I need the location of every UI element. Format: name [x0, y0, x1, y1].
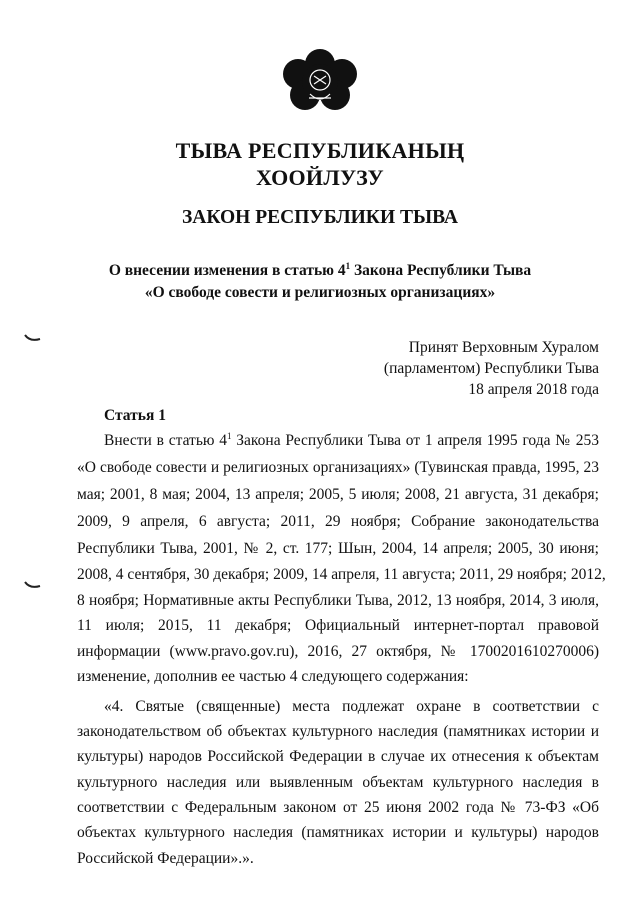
- subject-line-1: О внесении изменения в статью $4^1$ Закона Республики Тыва: [108, 260, 532, 279]
- adoption-line-1: Принят Верховным Хуралом: [408, 339, 599, 356]
- title-tuvan-line-2: ХООЙЛУЗУ: [256, 165, 384, 190]
- article-paragraph-line: 11 июля; 2015, 11 декабря; Официальный интернет-портал правовой: [77, 617, 599, 634]
- article-paragraph-line: 2009, 9 апреля, 6 августа; 2011, 29 ноября; Собрание законодательства: [77, 513, 599, 530]
- title-russian: ЗАКОН РЕСПУБЛИКИ ТЫВА: [181, 207, 459, 228]
- article-paragraph-line: соответствии с Федеральным законом от 25 июня 2002 года № 73-ФЗ «Об: [77, 799, 599, 816]
- article-paragraph-line: Российской Федерации».».: [77, 850, 254, 867]
- article-paragraph-line: «4. Святые (священные) места подлежат охране в соответствии с: [104, 698, 599, 715]
- adoption-date: 18 апреля 2018 года: [468, 381, 599, 398]
- article-paragraph-line: культурного наследия или выявленным объектам культурного наследия в: [77, 774, 599, 791]
- adoption-line-2: (парламентом) Республики Тыва: [383, 360, 599, 377]
- title-tuvan-line-1: ТЫВА РЕСПУБЛИКАНЫҢ: [175, 138, 465, 163]
- article-paragraph-line: мая; 2001, 8 мая; 2004, 13 апреля; 2005, 5 июля; 2008, 21 августа, 31 декабря;: [77, 486, 599, 503]
- article-paragraph-line: Республики Тыва, 2001, № 2, ст. 177; Шын, 2004, 14 апреля; 2005, 30 июня;: [77, 540, 599, 557]
- margin-mark-icon: [24, 333, 42, 343]
- article-paragraph-line: Внести в статью $4^1$ Закона Республики Тыва от 1 апреля 1995 года № 253: [104, 430, 599, 449]
- subject-line-2: «О свободе совести и религиозных организациях»: [144, 284, 496, 301]
- article-paragraph-line: законодательством об объектах культурного наследия (памятниках истории и: [77, 723, 599, 740]
- article-paragraph-line: культуры) народов Российской Федерации в случае их отнесения к объектам: [77, 748, 599, 765]
- margin-mark-icon: [24, 580, 42, 590]
- article-paragraph-line: 8 ноября; Нормативные акты Республики Тыва, 2012, 13 ноября, 2014, 3 июля,: [77, 592, 599, 609]
- article-paragraph-line: объектах культурного наследия (памятниках истории и культуры) народов: [77, 824, 599, 841]
- article-paragraph-line: «О свободе совести и религиозных организациях» (Тувинская правда, 1995, 23: [77, 459, 599, 476]
- tuva-coat-of-arms-icon: [279, 48, 361, 114]
- article-paragraph-line: 2008, 4 сентября, 30 декабря; 2009, 14 апреля, 11 августа; 2011, 29 ноября; 2012,: [77, 566, 606, 583]
- article-heading: Статья 1: [104, 407, 166, 424]
- article-paragraph-line: изменение, дополнив ее частью 4 следующего содержания:: [77, 668, 469, 685]
- article-paragraph-line: информации (www.pravo.gov.ru), 2016, 27 октября, № 1700201610270006): [77, 643, 599, 660]
